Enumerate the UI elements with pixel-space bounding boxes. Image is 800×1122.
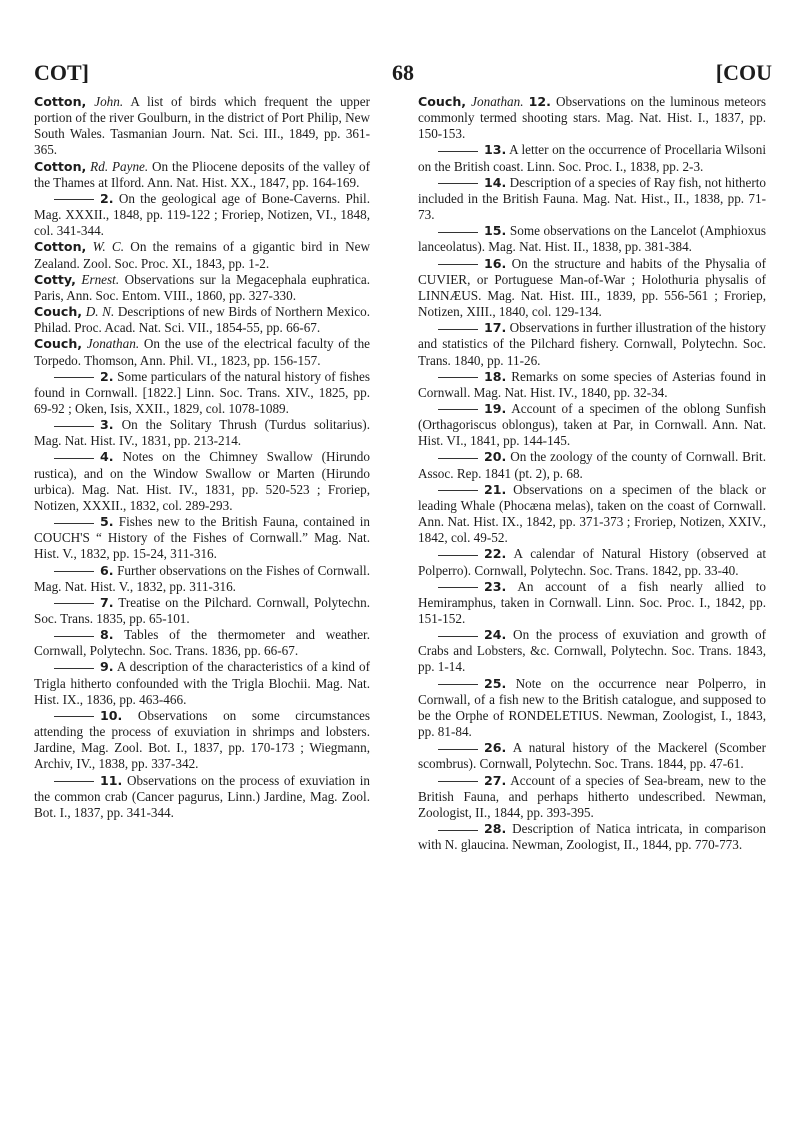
entry-number: 12. <box>528 94 551 109</box>
entry-text: Descriptions of new Birds of Northern Mexico. Philad. Proc. Acad. Nat. Sci. VII., 1854-55, pp. 66-67. <box>34 304 370 336</box>
entry-number: 27. <box>484 772 507 788</box>
numbered-entry <box>418 256 766 321</box>
author-given-name: D. N. <box>85 304 115 320</box>
author-entry <box>34 94 370 159</box>
entry-number: 23. <box>484 578 507 594</box>
entry-text: Some particulars of the natural history of fishes found in Cornwall. [1822.] Linn. Soc. Trans. XIV., 1825, pp. 69-92 ; Oken, Isis, XXII., 1829, col. 1078-1089. <box>34 368 371 416</box>
numbered-entry <box>418 740 766 772</box>
author-surname: Cotton, <box>34 158 87 174</box>
ditto-dash <box>54 781 94 782</box>
numbered-entry <box>418 579 766 627</box>
entry-text: On the use of the electrical faculty of the Torpedo. Thomson, Ann. Phil. VI., 1823, pp. 156-157. <box>34 336 371 368</box>
entry-text: On the Pliocene deposits of the valley of the Thames at Ilford. Ann. Nat. Hist. XX., 1847, pp. 164-169. <box>34 158 370 190</box>
entry-text: A letter on the occurrence of Procellaria Wilsoni on the British coast. Linn. Soc. Proc. I., 1838, pp. 2-3. <box>418 142 766 174</box>
author-given-name: Rd. Payne. <box>90 158 149 174</box>
entry-text: Observations sur la Megacephala euphratica. Paris, Ann. Soc. Entom. VIII., 1860, pp. 327-330. <box>34 271 371 303</box>
entry-number: 9. <box>100 659 114 675</box>
entry-number: 16. <box>484 255 507 271</box>
numbered-entry <box>418 142 766 174</box>
entry-text: On the structure and habits of the Physalia of CUVIER, or Portuguese Man-of-War ; Holothuria physalis of LINNÆUS. Mag. Nat. Hist. III., 1839, pp. 556-561 ; Froriep, Notizen, XIII., 1840, col. 129-134. <box>418 255 766 320</box>
author-entry <box>34 159 370 191</box>
ditto-dash <box>54 377 94 378</box>
ditto-dash <box>438 458 478 459</box>
entry-text: A list of birds which frequent the upper portion of the river Goulburn, in the district of Port Philip, New South Wales. Tasmanian Journ. Nat. Sci. III., 1849, pp. 361-365. <box>34 94 370 158</box>
entry-text: A description of the characteristics of a kind of Trigla hitherto confounded with the Trigla Blochii. Mag. Nat. Hist. IX., 1836, pp. 463-466. <box>34 659 370 707</box>
author-surname: Cotty, <box>34 271 76 287</box>
entry-text: Observations on a specimen of the black or leading Whale (Phocæna melas), taken on the coast of Cornwall. Ann. Nat. Hist. IX., 1842, pp. 371-373 ; Froriep, Notizen, XXIV., 1842, col. 49-52. <box>418 481 766 546</box>
entry-number: 24. <box>484 627 507 643</box>
entry-text: An account of a fish nearly allied to Hemiramphus, taken in Cornwall. Linn. Soc. Proc. I., 1842, pp. 151-152. <box>418 578 766 626</box>
entry-number: 15. <box>484 223 507 239</box>
author-given-name: W. C. <box>92 239 125 255</box>
entry-text: Account of a specimen of the oblong Sunfish (Orthagoriscus oblongus), taken at Par, in Cornwall. Ann. Nat. Hist. VI., 1841, pp. 144-145. <box>418 400 766 449</box>
ditto-dash <box>438 490 478 491</box>
ditto-dash <box>438 636 478 637</box>
ditto-dash <box>438 183 478 184</box>
entry-number: 2. <box>100 368 114 384</box>
ditto-dash <box>54 716 94 717</box>
ditto-dash <box>54 199 94 200</box>
entry-text: Observations in further illustration of the history and statistics of the Pilchard fishery. Cornwall, Polytechn. Soc. Trans. 1840, pp. 11-26. <box>418 320 766 368</box>
numbered-entry <box>418 546 766 578</box>
entry-text: On the remains of a gigantic bird in New Zealand. Zool. Soc. Proc. XI., 1843, pp. 1-2. <box>34 239 371 271</box>
entry-text: Treatise on the Pilchard. Cornwall, Polytechn. Soc. Trans. 1835, pp. 65-101. <box>34 594 370 626</box>
entry-text: On the Solitary Thrush (Turdus solitarius). Mag. Nat. Hist. IV., 1831, pp. 213-214. <box>34 417 370 449</box>
numbered-entry <box>418 773 766 821</box>
entry-text: A calendar of Natural History (observed at Polperro). Cornwall, Polytechn. Soc. Trans. 1842, pp. 33-40. <box>418 546 766 578</box>
ditto-dash <box>54 426 94 427</box>
author-entry <box>34 336 370 368</box>
author-entry <box>34 239 370 271</box>
author-entry <box>34 272 370 304</box>
ditto-dash <box>438 749 478 750</box>
entry-text: Description of a species of Ray fish, not hitherto included in the British Fauna. Mag. Nat. Hist., II., 1838, pp. 71-73. <box>418 174 767 223</box>
entry-number: 6. <box>100 562 114 578</box>
entry-number: 28. <box>484 821 507 837</box>
ditto-dash <box>54 668 94 669</box>
entry-number: 20. <box>484 449 507 465</box>
author-given-name: Ernest. <box>81 271 120 287</box>
entry-number: 26. <box>484 740 507 756</box>
numbered-entry <box>418 401 766 449</box>
running-head-right: [COU <box>715 60 772 85</box>
numbered-entry <box>418 627 766 675</box>
running-head-left: COT] <box>34 60 89 85</box>
author-entry <box>418 94 766 142</box>
numbered-entry <box>418 175 766 223</box>
ditto-dash <box>438 684 478 685</box>
author-given-name: Jonathan. <box>86 336 140 352</box>
entry-text: Some observations on the Lancelot (Amphioxus lanceolatus). Mag. Nat. Hist. II., 1838, pp. 381-384. <box>418 223 766 255</box>
entry-text: Tables of the thermometer and weather. Cornwall, Polytechn. Soc. Trans. 1836, pp. 66-67. <box>34 627 371 659</box>
entry-number: 17. <box>484 320 507 336</box>
entry-text: Observations on the luminous meteors commonly termed shooting stars. Mag. Nat. Hist. I., 1837, pp. 150-153. <box>418 94 767 142</box>
entry-number: 3. <box>100 417 114 433</box>
page-number: 68 <box>392 60 414 85</box>
author-surname: Couch, <box>34 304 83 320</box>
author-surname: Couch, <box>418 94 467 109</box>
entry-text: Description of Natica intricata, in comparison with N. glaucina. Newman, Zoologist, II., 1844, pp. 770-773. <box>418 821 766 853</box>
ditto-dash <box>438 830 478 831</box>
numbered-entry <box>418 821 766 853</box>
entry-text: Remarks on some species of Asterias found in Cornwall. Mag. Nat. Hist. IV., 1840, pp. 32-34. <box>418 368 766 400</box>
numbered-entry <box>418 369 766 401</box>
entry-text: Note on the occurrence near Polperro, in Cornwall, of a fish new to the British catalogue, and supposed to be the Orphe of RONDELETIUS. Newman, Zoologist, I., 1843, pp. 81-84. <box>418 675 766 740</box>
ditto-dash <box>54 603 94 604</box>
numbered-entry <box>418 482 766 547</box>
ditto-dash <box>438 232 478 233</box>
entry-number: 25. <box>484 675 507 691</box>
ditto-dash <box>438 555 478 556</box>
entry-number: 2. <box>100 190 114 206</box>
entry-number: 13. <box>484 142 507 158</box>
entry-number: 22. <box>484 546 507 562</box>
ditto-dash <box>438 377 478 378</box>
entry-number: 19. <box>484 400 507 416</box>
author-surname: Cotton, <box>34 94 87 109</box>
numbered-entry <box>418 320 766 368</box>
numbered-entry <box>34 627 370 659</box>
ditto-dash <box>54 523 94 524</box>
entry-number: 18. <box>484 368 507 384</box>
entry-text: Observations on the process of exuviation in the common crab (Cancer pagurus, Linn.) Jardine, Mag. Zool. Bot. I., 1837, pp. 341-344. <box>34 772 370 820</box>
entry-number: 4. <box>100 449 114 465</box>
author-surname: Couch, <box>34 336 83 352</box>
numbered-entry <box>418 449 766 481</box>
entry-number: 8. <box>100 627 114 643</box>
numbered-entry <box>34 449 370 514</box>
entry-text: On the geological age of Bone-Caverns. Phil. Mag. XXXII., 1848, pp. 119-122 ; Froriep, Notizen, VI., 1848, col. 341-344. <box>34 190 371 239</box>
entry-number: 14. <box>484 174 507 190</box>
author-given-name: John. <box>94 94 124 109</box>
entry-number: 21. <box>484 481 507 497</box>
ditto-dash <box>54 458 94 459</box>
numbered-entry <box>34 708 370 773</box>
author-surname: Cotton, <box>34 239 87 255</box>
numbered-entry <box>418 676 766 741</box>
numbered-entry <box>418 223 766 255</box>
entry-text: Fishes new to the British Fauna, contained in COUCH'S “ History of the Fishes of Cornwall.” Mag. Nat. Hist. V., 1832, pp. 15-24, 311-316. <box>34 514 371 562</box>
numbered-entry <box>34 563 370 595</box>
numbered-entry <box>34 659 370 707</box>
running-head <box>34 60 772 86</box>
ditto-dash <box>54 636 94 637</box>
ditto-dash <box>438 151 478 152</box>
entry-text: Account of a species of Sea-bream, new to the British Fauna, and perhaps hitherto undescribed. Newman, Zoologist, II., 1844, pp. 393-395. <box>418 772 766 820</box>
ditto-dash <box>438 329 478 330</box>
numbered-entry <box>34 417 370 449</box>
entry-text: Notes on the Chimney Swallow (Hirundo rustica), and on the Window Swallow or Marten (Hirundo urbica). Mag. Nat. Hist. IV., 1831, pp. 520-523 ; Froriep, Notizen, XXXII., 1832, col. 289-293. <box>34 449 370 513</box>
entry-text: On the zoology of the county of Cornwall. Brit. Assoc. Rep. 1841 (pt. 2), p. 68. <box>418 449 766 481</box>
author-given-name: Jonathan. <box>471 94 524 109</box>
entry-text: Observations on some circumstances attending the process of exuviation in shrimps and lobsters. Jardine, Mag. Zool. Bot. I., 1837, pp. 170-173 ; Wiegmann, Archiv, IV., 1838, pp. 337-342. <box>34 707 370 772</box>
numbered-entry <box>34 773 370 821</box>
entry-number: 7. <box>100 594 114 610</box>
numbered-entry <box>34 369 370 417</box>
numbered-entry <box>34 514 370 562</box>
entry-text: Further observations on the Fishes of Cornwall. Mag. Nat. Hist. V., 1832, pp. 311-316. <box>34 562 370 594</box>
ditto-dash <box>438 781 478 782</box>
left-column <box>34 94 370 821</box>
numbered-entry <box>34 191 370 239</box>
ditto-dash <box>54 571 94 572</box>
right-column <box>418 94 766 853</box>
entry-text: A natural history of the Mackerel (Scomber scombrus). Cornwall, Polytechn. Soc. Trans. 1844, pp. 47-61. <box>418 740 766 772</box>
author-entry <box>34 304 370 336</box>
ditto-dash <box>438 587 478 588</box>
numbered-entry <box>34 595 370 627</box>
ditto-dash <box>438 264 478 265</box>
entry-number: 11. <box>100 772 123 788</box>
ditto-dash <box>438 409 478 410</box>
entry-number: 5. <box>100 514 114 530</box>
entry-number: 10. <box>100 707 123 723</box>
entry-text: On the process of exuviation and growth of Crabs and Lobsters, &c. Cornwall, Polytechn. Soc. Trans. 1843, pp. 1-14. <box>418 627 766 675</box>
